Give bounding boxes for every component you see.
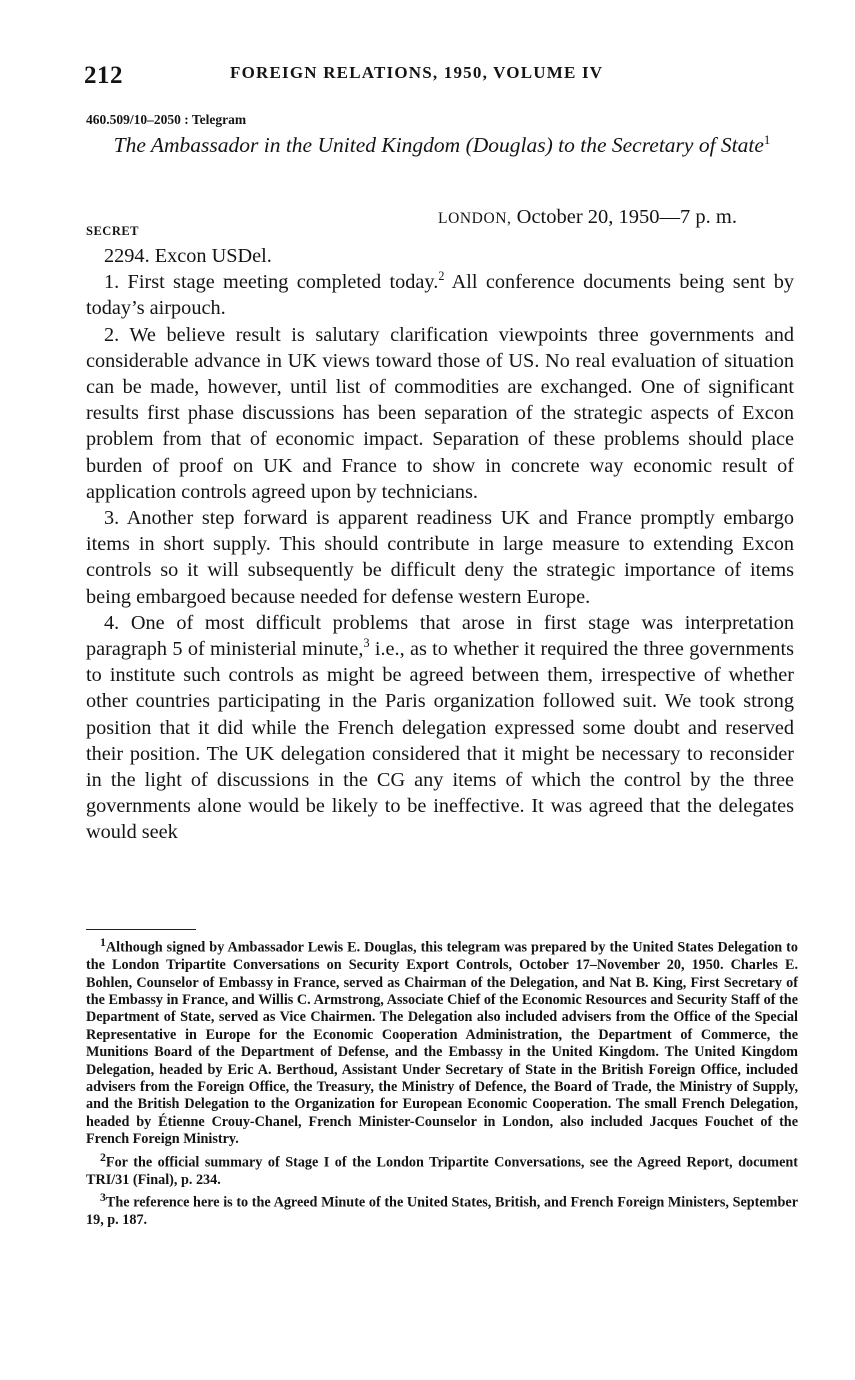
footnote-marker-3: 3 [363, 636, 370, 651]
footnote-3-text: The reference here is to the Agreed Minute of the United States, British, and French Foreign Ministers, September 19, p. 187. [86, 1194, 798, 1229]
paragraph-4-text-cont: i.e., as to whether it required the three governments to institute such controls as might be agreed between them, irrespective of whether other countries participating in the Paris organization followed suit. We took strong position that it did while the French delegation expressed some doubt and reserved their position. The UK delegation considered that it might be necessary to reconsider in the light of discussions in the CG any items of which the control by the three governments alone would be likely to be ineffective. It was agreed that the delegates would seek [86, 638, 794, 844]
document-reference: 460.509/10–2050 : Telegram [86, 112, 247, 127]
paragraph-3: 3. Another step forward is apparent readiness UK and France promptly embargo items in short supply. This should contribute in large measure to extending Excon controls so it will subsequently be difficult deny the strategic importance of items being embargoed because needed for defense western Europe. [86, 507, 794, 608]
footnote-divider [86, 929, 196, 930]
telegram-opening: 2294. Excon USDel. [104, 245, 272, 267]
paragraph-1 [86, 269, 794, 321]
footnote-2-text: For the official summary of Stage I of the London Tripartite Conversations, see the Agreed Report, document TRI/31 (Final), p. 234. [86, 1154, 798, 1188]
footnotes [86, 934, 798, 1230]
paragraph-4-text: 4. One of most difficult problems that arose in first stage was interpretation paragraph 5 of ministerial minute, [86, 611, 794, 661]
footnote-marker-1: 1 [763, 132, 771, 147]
footnote-marker-2: 2 [438, 269, 445, 284]
footnote-3-marker: 3 [100, 1190, 106, 1205]
paragraph-2: 2. We believe result is salutary clarification viewpoints three governments and considerable advance in UK views toward those of US. No real evaluation of situation can be made, however, until list of commodities are exchanged. One of significant results first phase discussions has been separation of the strategic aspects of Excon problem from that of economic impact. Separation of these problems should place burden of proof on UK and France to show in concrete way economic result of application controls agreed upon by technicians. [86, 323, 794, 503]
footnote-2 [86, 1149, 798, 1190]
footnote-1 [86, 934, 798, 1149]
footnote-3 [86, 1189, 798, 1230]
dateline [438, 206, 737, 229]
footnote-1-marker: 1 [100, 935, 106, 949]
paragraph-1-text-cont: All conference documents being sent by today’s airpouch. [86, 271, 794, 320]
document-title-text: The Ambassador in the United Kingdom (Douglas) to the Secretary of State [113, 133, 764, 157]
footnote-2-marker: 2 [100, 1149, 106, 1164]
paragraph-4 [86, 610, 794, 846]
paragraph-1-text: 1. First stage meeting completed today. [104, 271, 439, 294]
dateline-date: October 20, 1950—7 p. m. [511, 206, 737, 228]
classification-label: SECRET [86, 224, 140, 238]
document-title [86, 131, 798, 160]
footnote-1-text: Although signed by Ambassador Lewis E. Douglas, this telegram was prepared by the United States Delegation to the London Tripartite Conversations on Security Export Controls, October 17–November 20, 1950. Charles E. Bohlen, Counselor of Embassy in France, served as Chairman of the Delegation, and Nat B. King, First Secretary of the Embassy in France, and Willis C. Armstrong, Associate Chief of the Economic Resources and Security Staff of the Department of State, served as Vice Chairmen. The Delegation also included advisers from the Office of the Special Representative in Europe for the Economic Cooperation Administration, the Department of Commerce, the Munitions Board of the Department of Defense, and the Embassy in the United Kingdom. The United Kingdom Delegation, headed by Eric A. Berthoud, Assistant Under Secretary of State in the British Foreign Office, included advisers from the Foreign Office, the Treasury, the Ministry of Defence, the Board of Trade, the Ministry of Supply, and the British Delegation to the Organization for European Economic Cooperation. The small French Delegation, headed by Étienne Crouy-Chanel, French Minister-Counselor in London, also included Jacques Fouchet of the French Foreign Ministry. [86, 939, 798, 1148]
telegram-body [86, 243, 794, 846]
dateline-place: LONDON, [438, 210, 512, 227]
running-head: FOREIGN RELATIONS, 1950, VOLUME IV [230, 63, 604, 82]
page-number: 212 [84, 62, 123, 89]
